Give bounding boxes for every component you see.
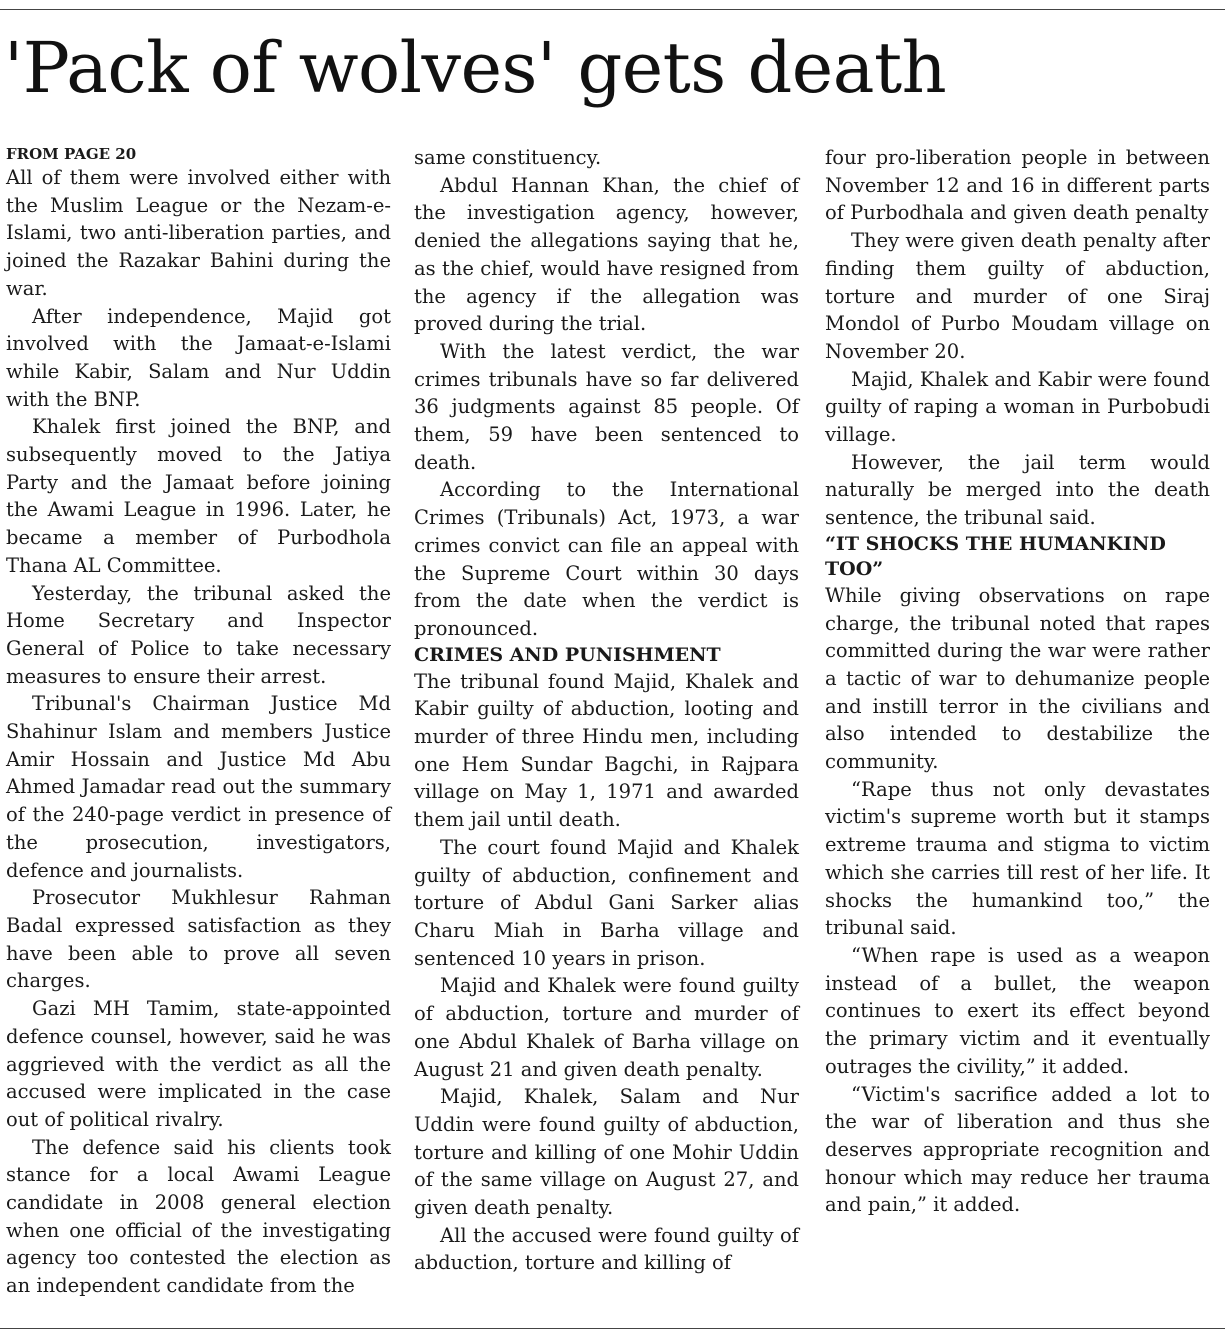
paragraph: “Rape thus not only devastates victim's supreme worth but it stamps extreme trauma and stigma to victim which she carries till rest of her life. It shocks the humankind too,” the tribunal said. xyxy=(825,777,1210,940)
paragraph: Gazi MH Tamim, state-appointed defence counsel, however, said he was aggrieved with the verdict as all the accused were implicated in the case out of political rivalry. xyxy=(6,997,391,1131)
from-page-tag: FROM PAGE 20 xyxy=(6,145,137,163)
top-rule xyxy=(0,9,1225,10)
paragraph: The tribunal found Majid, Khalek and Kabir guilty of abduction, looting and murder of three Hindu men, including one Hem Sundar Bagchi, in Rajpara village on May 1, 1971 and awarded them jail until death. xyxy=(414,669,799,832)
paragraph: While giving observations on rape charge, the tribunal noted that rapes committed during the war were rather a tactic of war to dehumanize people and instill terror in the civilians and also intended to destabilize the community. xyxy=(825,583,1210,774)
paragraph: same constituency. xyxy=(414,146,602,169)
paragraph: The court found Majid and Khalek guilty of abduction, confinement and torture of Abdul Gani Sarker alias Charu Miah in Barha village and sentenced 10 years in prison. xyxy=(414,835,799,970)
paragraph: They were given death penalty after finding them guilty of abduction, torture and murder of one Siraj Mondol of Purbo Moudam village on November 20. xyxy=(825,229,1210,363)
paragraph: Abdul Hannan Khan, the chief of the investigation agency, however, denied the allegations saying that he, as the chief, would have resigned from the agency if the allegation was proved during the trial. xyxy=(414,173,799,336)
paragraph: four pro-liberation people in between November 12 and 16 in different parts of Purbodhala and given death penalty xyxy=(825,146,1210,225)
headline: 'Pack of wolves' gets death xyxy=(4,27,947,109)
paragraph: However, the jail term would naturally be merged into the death sentence, the tribunal said. xyxy=(825,450,1210,530)
paragraph: According to the International Crimes (Tribunals) Act, 1973, a war crimes convict can file an appeal with the Supreme Court within 30 days from the date when the verdict is pronounced. xyxy=(414,478,799,640)
bottom-rule xyxy=(0,1328,1225,1329)
paragraph: “Victim's sacrifice added a lot to the war of liberation and thus she deserves appropriate recognition and honour which may reduce her trauma and pain,” it added. xyxy=(825,1082,1210,1217)
paragraph: All of them were involved either with the Muslim League or the Nezam-e-Islami, two anti-liberation parties, and joined the Razakar Bahini during the war. xyxy=(6,166,391,300)
paragraph: Tribunal's Chairman Justice Md Shahinur Islam and members Justice Amir Hossain and Justice Md Abu Ahmed Jamadar read out the summary of the 240-page verdict in presence of the prosecution, investigators, defence and journalists. xyxy=(6,692,391,882)
article-column-3 xyxy=(825,144,1210,1219)
paragraph: With the latest verdict, the war crimes tribunals have so far delivered 36 judgments against 85 people. Of them, 59 have been sentenced to death. xyxy=(414,339,799,474)
paragraph: “When rape is used as a weapon instead of a bullet, the weapon continues to exert its effect beyond the primary victim and it eventually outrages the civility,” it added. xyxy=(825,943,1210,1078)
paragraph: Yesterday, the tribunal asked the Home Secretary and Inspector General of Police to take necessary measures to ensure their arrest. xyxy=(6,581,391,688)
subhead-crimes-and-punishment: CRIMES AND PUNISHMENT xyxy=(414,643,721,666)
subhead-it-shocks-the-humankind: “IT SHOCKS THE HUMANKIND TOO” xyxy=(825,532,1166,580)
paragraph: All the accused were found guilty of abduction, torture and killing of xyxy=(414,1223,799,1275)
paragraph: Majid and Khalek were found guilty of abduction, torture and murder of one Abdul Khalek of Barha village on August 21 and given death penalty. xyxy=(414,974,799,1081)
paragraph: Khalek first joined the BNP, and subsequently moved to the Jatiya Party and the Jamaat before joining the Awami League in 1996. Later, he became a member of Purbodhola Thana AL Committee. xyxy=(6,415,391,577)
paragraph: The defence said his clients took stance for a local Awami League candidate in 2008 general election when one official of the investigating agency too contested the election as an independent candidate from the xyxy=(6,1135,391,1298)
article-column-1 xyxy=(6,144,391,1300)
paragraph: After independence, Majid got involved with the Jamaat-e-Islami while Kabir, Salam and Nur Uddin with the BNP. xyxy=(6,304,391,411)
paragraph: Majid, Khalek and Kabir were found guilty of raping a woman in Purbobudi village. xyxy=(825,367,1210,447)
paragraph: Majid, Khalek, Salam and Nur Uddin were found guilty of abduction, torture and killing of one Mohir Uddin of the same village on August 27, and given death penalty. xyxy=(414,1085,799,1220)
article-column-2 xyxy=(414,144,799,1277)
paragraph: Prosecutor Mukhlesur Rahman Badal expressed satisfaction as they have been able to prove all seven charges. xyxy=(6,886,391,993)
